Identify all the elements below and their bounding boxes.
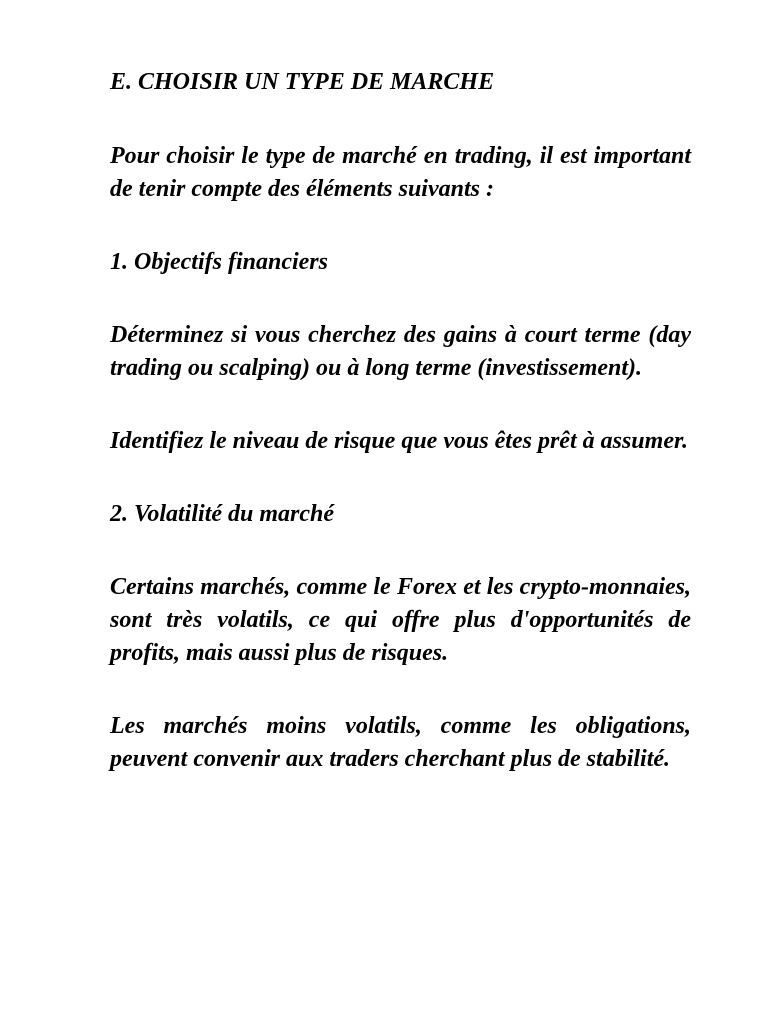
document-title: E. CHOISIR UN TYPE DE MARCHE [110,69,495,95]
section-heading-objectifs: 1. Objectifs financiers [110,249,328,275]
section-heading-volatilite: 2. Volatilité du marché [110,501,335,527]
intro-paragraph: Pour choisir le type de marché en trading, il est important de tenir compte des éléments suivants : [110,143,691,202]
paragraph-marches-volatils: Certains marchés, comme le Forex et les crypto-monnaies, sont très volatils, ce qui offre plus d'opportunités de profits, mais aussi plus de risques. [110,574,691,666]
paragraph-risque: Identifiez le niveau de risque que vous êtes prêt à assumer. [110,428,688,454]
paragraph-marches-stables: Les marchés moins volatils, comme les obligations, peuvent convenir aux traders cherchant plus de stabilité. [110,713,691,772]
paragraph-gains: Déterminez si vous cherchez des gains à court terme (day trading ou scalping) ou à long terme (investissement). [110,322,691,381]
document-page [110,66,691,776]
